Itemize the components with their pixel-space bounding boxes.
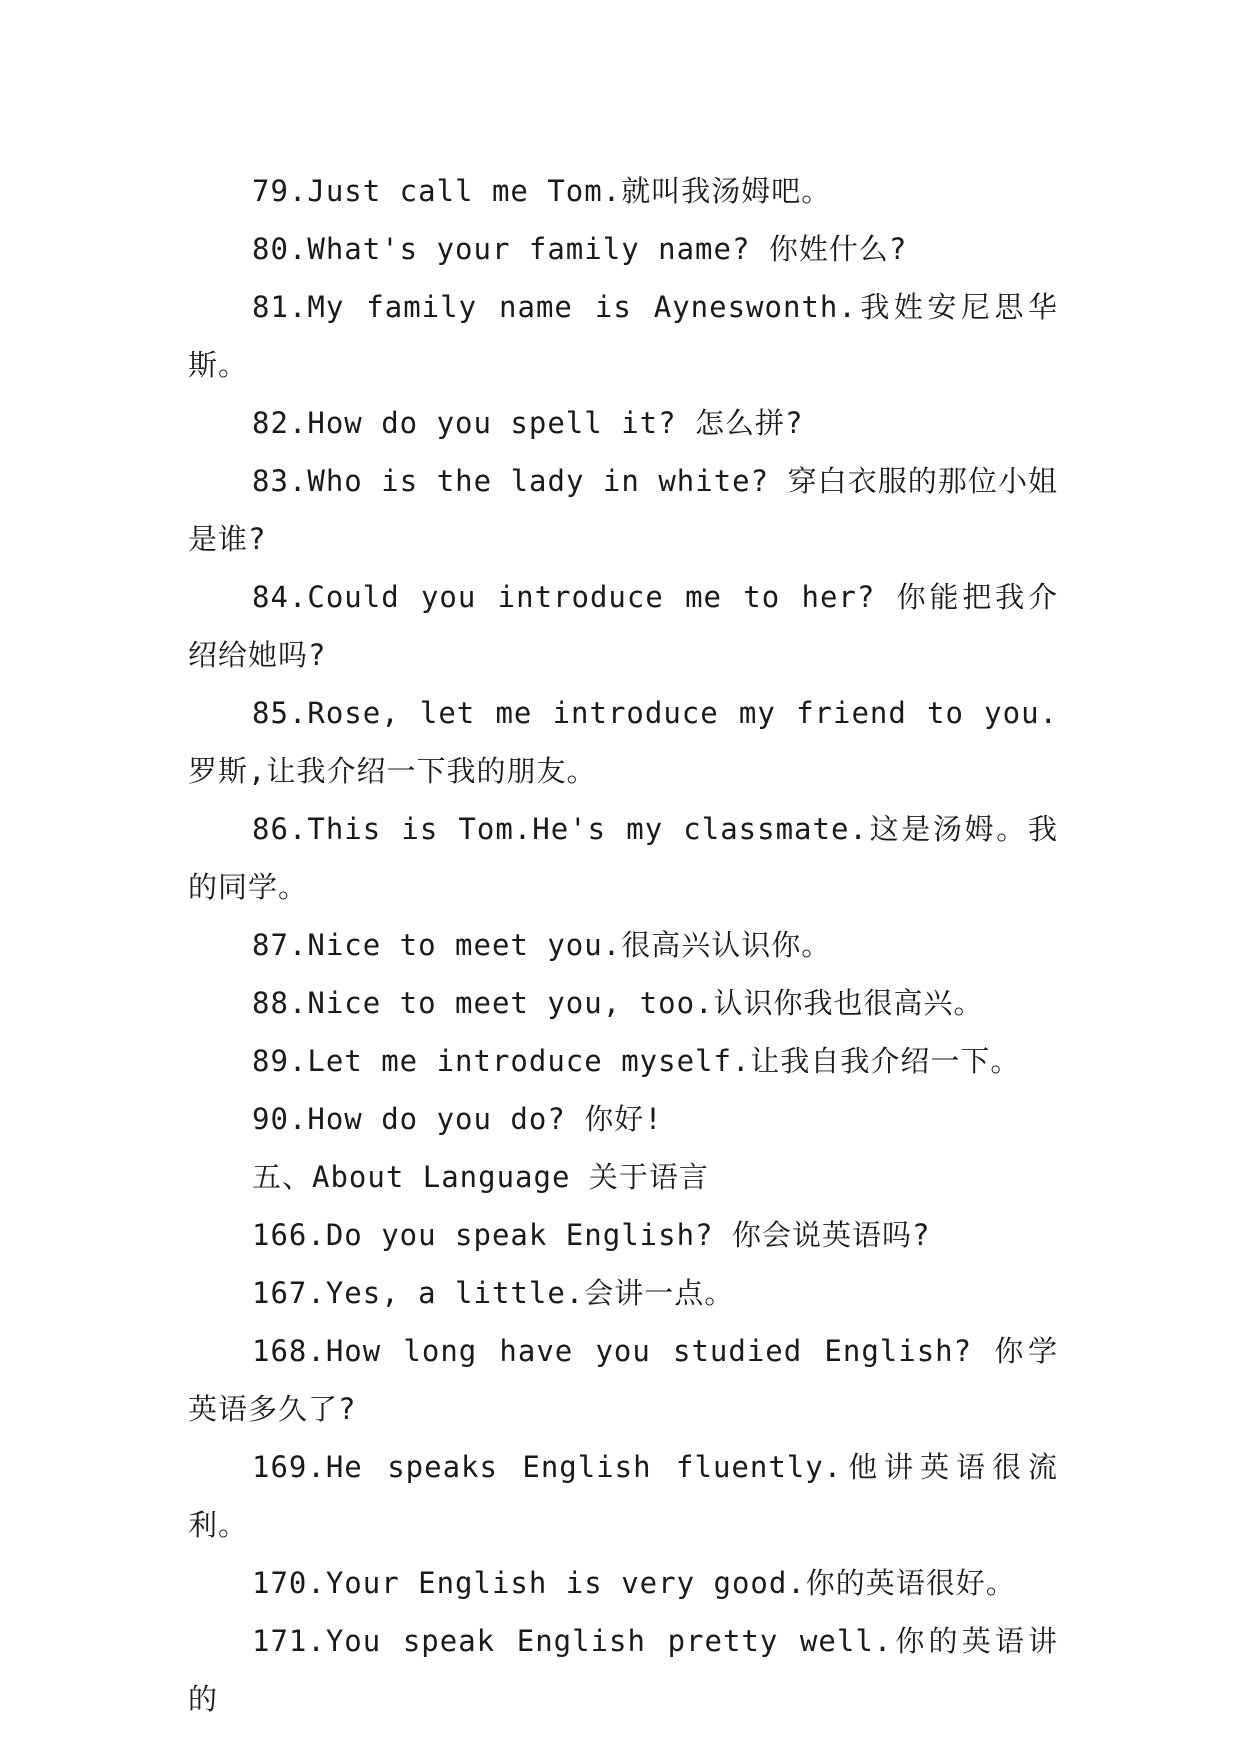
paragraph: 84.Could you introduce me to her? 你能把我介绍给她吗?	[188, 580, 1058, 672]
paragraph: 166.Do you speak English? 你会说英语吗?	[252, 1218, 931, 1252]
paragraph: 168.How long have you studied English? 你学英语多久了?	[188, 1334, 1058, 1426]
paragraph: 81.My family name is Ayneswonth.我姓安尼思华斯。	[188, 290, 1058, 382]
paragraph: 86.This is Tom.He's my classmate.这是汤姆。我的同学。	[188, 812, 1058, 904]
document-body	[188, 162, 1058, 1728]
paragraph: 171.You speak English pretty well.你的英语讲的	[188, 1624, 1058, 1716]
paragraph: 88.Nice to meet you, too.认识你我也很高兴。	[252, 986, 984, 1020]
paragraph: 83.Who is the lady in white? 穿白衣服的那位小姐是谁?	[188, 464, 1058, 556]
paragraph: 82.How do you spell it? 怎么拼?	[252, 406, 804, 440]
paragraph: 85.Rose, let me introduce my friend to you.罗斯,让我介绍一下我的朋友。	[188, 696, 1058, 788]
section-heading: 五、About Language 关于语言	[252, 1160, 709, 1194]
paragraph: 169.He speaks English fluently.他讲英语很流利。	[188, 1450, 1058, 1542]
paragraph: 167.Yes, a little.会讲一点。	[252, 1276, 735, 1310]
paragraph: 170.Your English is very good.你的英语很好。	[252, 1566, 1016, 1600]
paragraph: 89.Let me introduce myself.让我自我介绍一下。	[252, 1044, 1021, 1078]
paragraph: 90.How do you do? 你好!	[252, 1102, 663, 1136]
paragraph: 87.Nice to meet you.很高兴认识你。	[252, 928, 832, 962]
paragraph: 80.What's your family name? 你姓什么?	[252, 232, 908, 266]
paragraph: 79.Just call me Tom.就叫我汤姆吧。	[252, 174, 832, 208]
